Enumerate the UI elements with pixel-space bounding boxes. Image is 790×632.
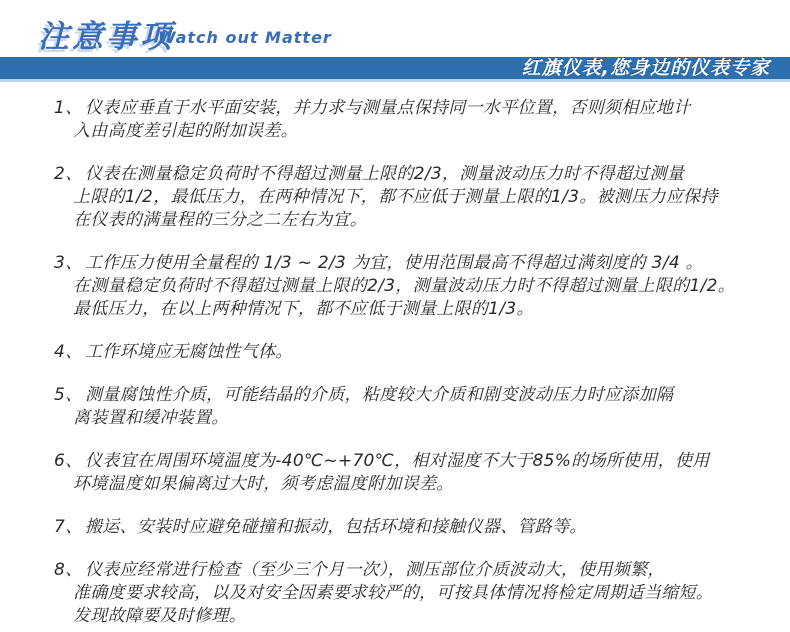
- note-number: 1、: [54, 98, 83, 118]
- notes-list: [0, 82, 790, 628]
- note-line: 上限的1/2，最低压力，在两种情况下，都不应低于测量上限的1/3。被测压力应保持: [73, 187, 718, 207]
- note-line: 离装置和缓冲装置。: [73, 408, 229, 428]
- brand-banner: [0, 57, 790, 82]
- page-title-en: Watch out Matter: [158, 28, 332, 47]
- page-title-zh: 注意事项: [38, 19, 174, 55]
- note-item-6: [0, 450, 790, 496]
- note-number: 8、: [54, 560, 83, 580]
- note-number: 7、: [54, 517, 83, 537]
- note-line: 工作环境应无腐蚀性气体。: [85, 342, 293, 362]
- note-number: 6、: [54, 451, 83, 471]
- note-line: 仪表应经常进行检查（至少三个月一次），测压部位介质波动大，使用频繁，: [85, 560, 665, 580]
- note-line: 最低压力，在以上两种情况下，都不应低于测量上限的1/3。: [73, 299, 534, 319]
- note-line: 工作压力使用全量程的 1/3 ~ 2/3 为宜，使用范围最高不得超过满刻度的 3/4 。: [85, 253, 703, 273]
- note-line: 在测量稳定负荷时不得超过测量上限的2/3，测量波动压力时不得超过测量上限的1/2。: [73, 276, 736, 296]
- note-item-7: [0, 516, 790, 539]
- note-number: 2、: [54, 164, 83, 184]
- note-line: 在仪表的满量程的三分之二左右为宜。: [73, 210, 368, 230]
- note-item-3: [0, 252, 790, 321]
- note-number: 3、: [54, 253, 83, 273]
- note-item-4: [0, 341, 790, 364]
- note-line: 搬运、安装时应避免碰撞和振动，包括环境和接触仪器、管路等。: [85, 517, 587, 537]
- note-line: 准确度要求较高，以及对安全因素要求较严的，可按具体情况将检定周期适当缩短。: [73, 583, 714, 603]
- note-line: 环境温度如果偏离过大时，须考虑温度附加误差。: [73, 474, 454, 494]
- note-item-5: [0, 384, 790, 430]
- note-line: 发现故障要及时修理。: [73, 606, 246, 626]
- note-line: 仪表在测量稳定负荷时不得超过测量上限的2/3，测量波动压力时不得超过测量: [85, 164, 685, 184]
- page-header: [0, 0, 790, 57]
- note-line: 仪表宜在周围环境温度为-40℃~+70℃，相对湿度不大于85%的场所使用，使用: [85, 451, 710, 471]
- note-number: 4、: [54, 342, 83, 362]
- brand-banner-text: 红旗仪表,您身边的仪表专家: [521, 56, 770, 79]
- note-number: 5、: [54, 385, 83, 405]
- note-item-1: [0, 97, 790, 143]
- note-line: 入由高度差引起的附加误差。: [73, 121, 298, 141]
- note-line: 测量腐蚀性介质，可能结晶的介质，粘度较大介质和剧变波动压力时应添加隔: [85, 385, 674, 405]
- note-item-2: [0, 163, 790, 232]
- note-item-8: [0, 559, 790, 628]
- note-line: 仪表应垂直于水平面安装，并力求与测量点保持同一水平位置，否则须相应地计: [85, 98, 691, 118]
